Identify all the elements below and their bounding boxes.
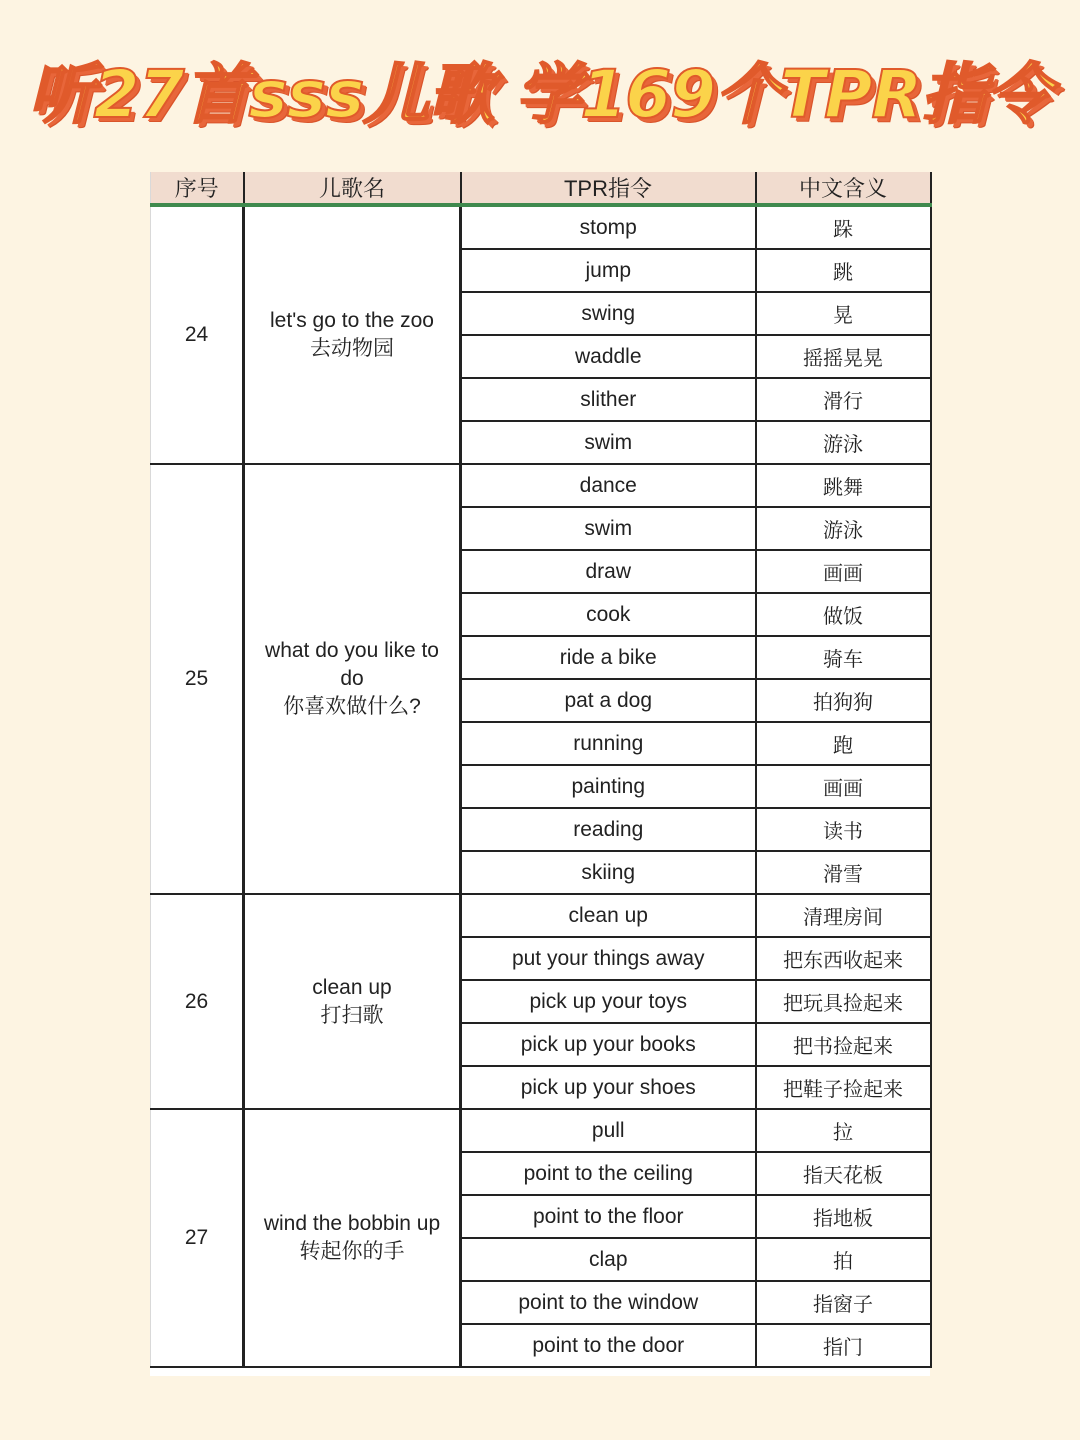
chinese-meaning: 拉 <box>756 1109 931 1152</box>
tpr-command: point to the ceiling <box>461 1152 756 1195</box>
song-name-cell <box>244 464 461 894</box>
tpr-command: pick up your shoes <box>461 1066 756 1109</box>
song-name-english: what do you like to do <box>265 639 439 690</box>
tpr-command: pick up your books <box>461 1023 756 1066</box>
tpr-command: dance <box>461 464 756 507</box>
table-row <box>151 205 931 249</box>
chinese-meaning: 游泳 <box>756 421 931 464</box>
tpr-command: draw <box>461 550 756 593</box>
song-name-english: let's go to the zoo <box>270 309 434 332</box>
tpr-command: clap <box>461 1238 756 1281</box>
song-number: 27 <box>151 1109 244 1367</box>
tpr-command: swim <box>461 421 756 464</box>
chinese-meaning: 读书 <box>756 808 931 851</box>
chinese-meaning: 指地板 <box>756 1195 931 1238</box>
tpr-command: point to the window <box>461 1281 756 1324</box>
chinese-meaning: 清理房间 <box>756 894 931 937</box>
song-name-chinese: 去动物园 <box>310 337 394 360</box>
tpr-command: running <box>461 722 756 765</box>
tpr-command: pat a dog <box>461 679 756 722</box>
header-chinese-meaning: 中文含义 <box>756 172 931 205</box>
tpr-command: pull <box>461 1109 756 1152</box>
chinese-meaning: 游泳 <box>756 507 931 550</box>
song-name-chinese: 转起你的手 <box>299 1240 405 1263</box>
tpr-command: jump <box>461 249 756 292</box>
tpr-table <box>150 172 932 1368</box>
song-name-english: wind the bobbin up <box>263 1212 441 1235</box>
tpr-command: clean up <box>461 894 756 937</box>
chinese-meaning: 跑 <box>756 722 931 765</box>
chinese-meaning: 骑车 <box>756 636 931 679</box>
chinese-meaning: 摇摇晃晃 <box>756 335 931 378</box>
chinese-meaning: 指窗子 <box>756 1281 931 1324</box>
table-header-row <box>151 172 931 205</box>
tpr-command: skiing <box>461 851 756 894</box>
tpr-command: stomp <box>461 205 756 249</box>
table-body <box>151 205 931 1367</box>
chinese-meaning: 把书捡起来 <box>756 1023 931 1066</box>
song-number: 25 <box>151 464 244 894</box>
tpr-command: waddle <box>461 335 756 378</box>
chinese-meaning: 把玩具捡起来 <box>756 980 931 1023</box>
chinese-meaning: 画画 <box>756 765 931 808</box>
chinese-meaning: 滑行 <box>756 378 931 421</box>
page-title: 听27首sss儿歌 学169个TPR指令 <box>28 56 1052 133</box>
chinese-meaning: 跳 <box>756 249 931 292</box>
tpr-command: ride a bike <box>461 636 756 679</box>
header-tpr-command: TPR指令 <box>461 172 756 205</box>
song-number: 26 <box>151 894 244 1109</box>
chinese-meaning: 拍 <box>756 1238 931 1281</box>
song-name-chinese: 你喜欢做什么? <box>283 695 421 718</box>
tpr-command: point to the floor <box>461 1195 756 1238</box>
song-name-chinese: 打扫歌 <box>320 1003 384 1027</box>
song-name-cell <box>244 894 461 1109</box>
chinese-meaning: 做饭 <box>756 593 931 636</box>
tpr-command: put your things away <box>461 937 756 980</box>
chinese-meaning: 指门 <box>756 1324 931 1367</box>
chinese-meaning: 跳舞 <box>756 464 931 507</box>
tpr-command: pick up your toys <box>461 980 756 1023</box>
chinese-meaning: 拍狗狗 <box>756 679 931 722</box>
tpr-table-sheet <box>150 172 930 1376</box>
header-song-name: 儿歌名 <box>244 172 461 205</box>
chinese-meaning: 跺 <box>756 205 931 249</box>
chinese-meaning: 指天花板 <box>756 1152 931 1195</box>
tpr-command: point to the door <box>461 1324 756 1367</box>
table-row <box>151 464 931 507</box>
tpr-command: cook <box>461 593 756 636</box>
tpr-command: reading <box>461 808 756 851</box>
chinese-meaning: 把鞋子捡起来 <box>756 1066 931 1109</box>
song-name-english: clean up <box>312 975 392 999</box>
chinese-meaning: 画画 <box>756 550 931 593</box>
chinese-meaning: 把东西收起来 <box>756 937 931 980</box>
table-row <box>151 894 931 937</box>
tpr-command: slither <box>461 378 756 421</box>
tpr-command: swim <box>461 507 756 550</box>
tpr-command: swing <box>461 292 756 335</box>
song-name-cell <box>244 205 461 464</box>
tpr-command: painting <box>461 765 756 808</box>
table-row <box>151 1109 931 1152</box>
song-number: 24 <box>151 205 244 464</box>
header-number: 序号 <box>151 172 244 205</box>
chinese-meaning: 滑雪 <box>756 851 931 894</box>
chinese-meaning: 晃 <box>756 292 931 335</box>
song-name-cell <box>244 1109 461 1367</box>
